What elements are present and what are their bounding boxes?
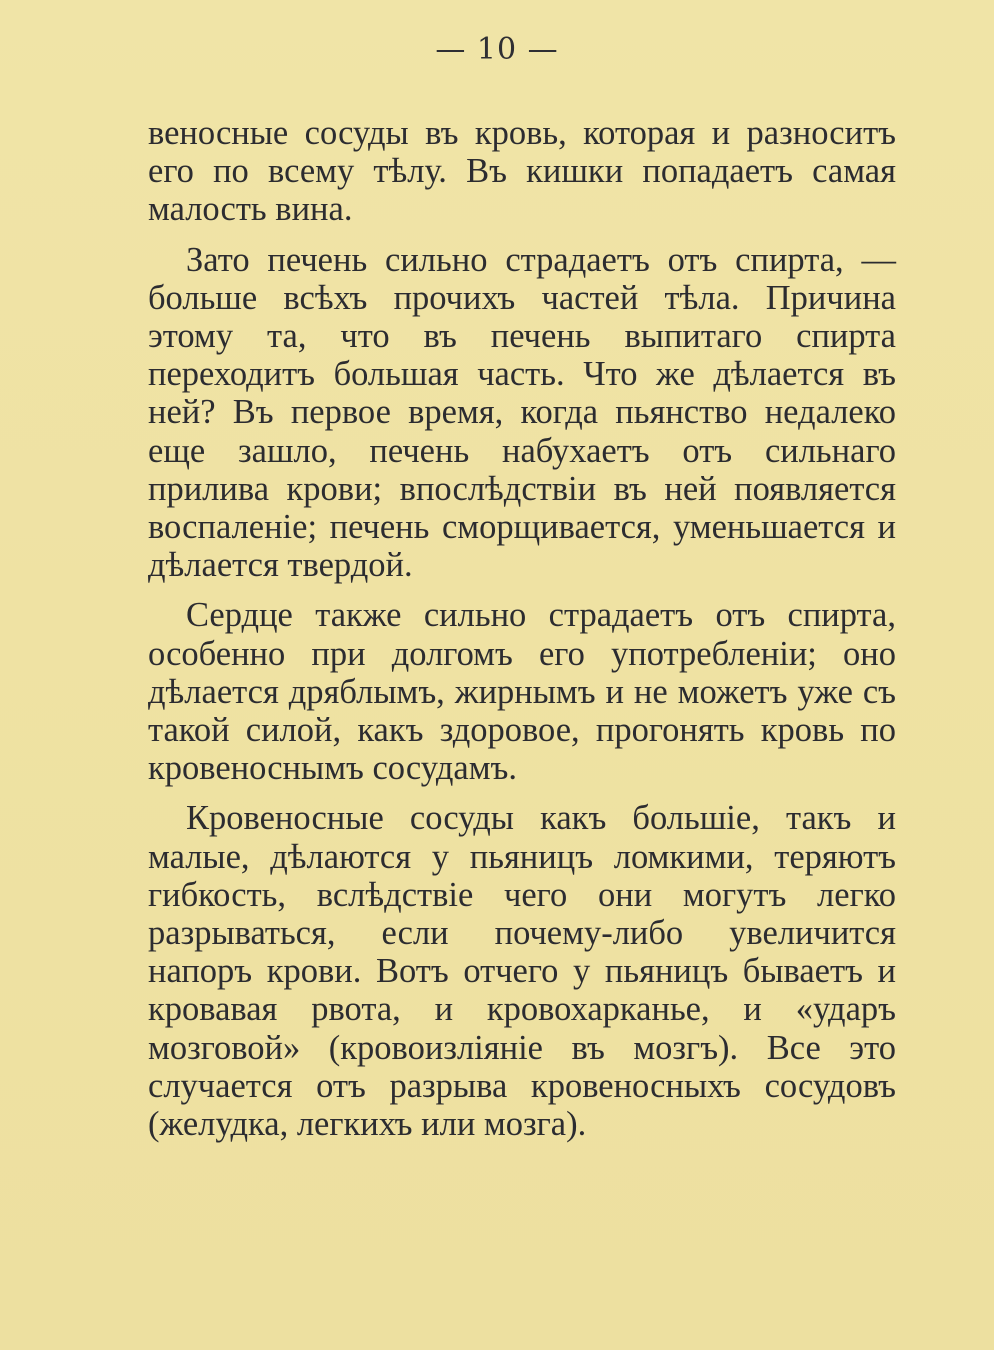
paragraph-4: Кровеносные сосуды какъ большіе, такъ и малые, дѣлаются у пьяницъ ломкими, теряютъ гибкость, вслѣдствіе чего они могутъ легко разрываться, если почему-либо увеличится напоръ крови. Вотъ отчего у пьяницъ бываетъ и кровавая рвота, и кровохарканье, и «ударъ мозговой» (кровоизліяніе въ мозгъ). Все это случается отъ разрыва кровеносныхъ сосудовъ (желудка, легкихъ или мозга).: [148, 799, 896, 1144]
body-text: [148, 114, 896, 1143]
page-number: — 10 —: [435, 32, 559, 67]
paragraph-2: Зато печень сильно страдаетъ отъ спирта, — больше всѣхъ прочихъ частей тѣла. Причина этому та, что въ печень выпитаго спирта переходитъ большая часть. Что же дѣлается въ ней? Въ первое время, когда пьянство недалеко еще зашло, печень набухаетъ отъ сильнаго прилива крови; впослѣдствіи въ ней появляется воспаленіе; печень сморщивается, уменьшается и дѣлается твердой.: [148, 240, 896, 585]
paragraph-1: веносные сосуды въ кровь, которая и разноситъ его по всему тѣлу. Въ кишки попадаетъ самая малость вина.: [148, 114, 896, 229]
paragraph-3: Сердце также сильно страдаетъ отъ спирта, особенно при долгомъ его употребленіи; оно дѣлается дряблымъ, жирнымъ и не можетъ уже съ такой силой, какъ здоровое, прогонять кровь по кровеноснымъ сосудамъ.: [148, 596, 896, 788]
